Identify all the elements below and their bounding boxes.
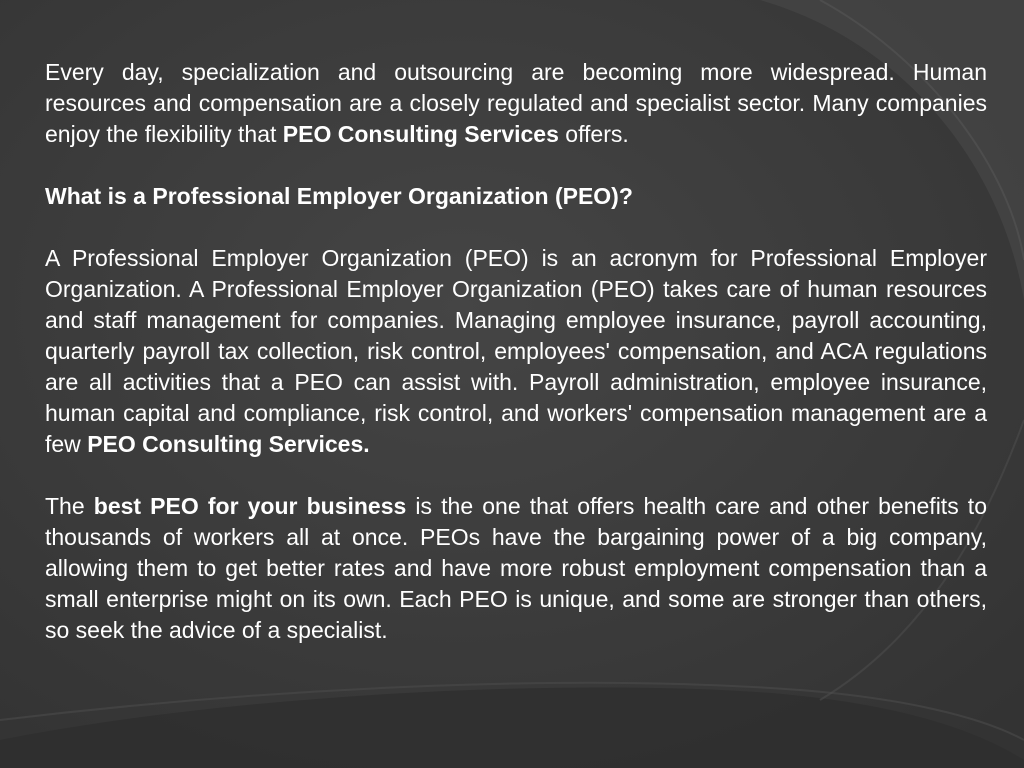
heading-text: What is a Professional Employer Organization (PEO)? (45, 183, 633, 209)
intro-paragraph (45, 57, 987, 150)
definition-bold-peo-consulting: PEO Consulting Services. (87, 431, 370, 457)
best-peo-text: is the one that offers health care and other benefits to thousands of workers all at once. PEOs have the bargaining power of a big company, allowing them to get better rates and have more robust employment compensation than a small enterprise might on its own. Each PEO is unique, and some are stronger than others, so seek the advice of a specialist. (45, 493, 987, 643)
definition-paragraph (45, 243, 987, 460)
best-peo-text-start: The (45, 493, 94, 519)
intro-text: Every day, specialization and outsourcing are becoming more widespread. Human resources and compensation are a closely regulated and specialist sector. Many companies enjoy the flexibility that (45, 59, 987, 147)
best-peo-paragraph (45, 491, 987, 646)
definition-text: A Professional Employer Organization (PEO) is an acronym for Professional Employer Organization. A Professional Employer Organization (PEO) takes care of human resources and staff management for companies. Managing employee insurance, payroll accounting, quarterly payroll tax collection, risk control, employees' compensation, and ACA regulations are all activities that a PEO can assist with. Payroll administration, employee insurance, human capital and compliance, risk control, and workers' compensation management are a few (45, 245, 987, 457)
intro-text-end: offers. (558, 121, 629, 147)
section-heading (45, 181, 987, 212)
intro-bold-peo-consulting: PEO Consulting Services (282, 121, 559, 147)
best-peo-bold: best PEO for your business (93, 493, 407, 519)
slide-body (45, 57, 987, 646)
